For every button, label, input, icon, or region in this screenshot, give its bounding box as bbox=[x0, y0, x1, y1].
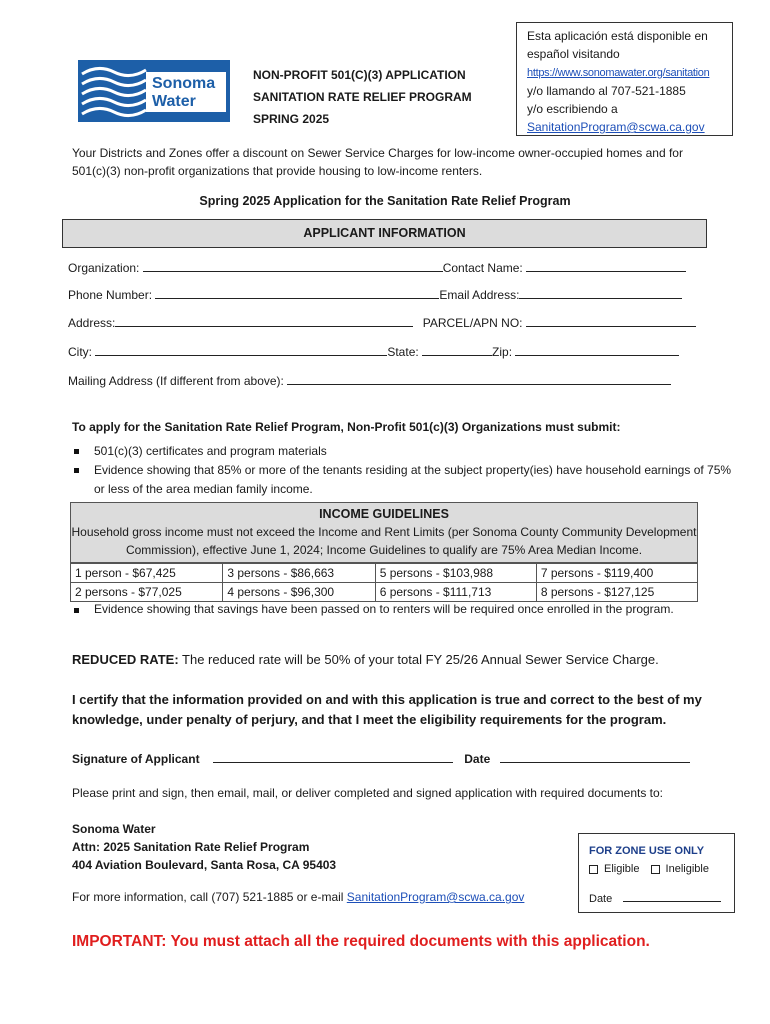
table-row bbox=[71, 583, 698, 602]
table-cell: 2 persons - $77,025 bbox=[71, 583, 223, 602]
table-row bbox=[71, 564, 698, 583]
address-field[interactable] bbox=[115, 314, 413, 327]
section-title: Spring 2025 Application for the Sanitation Rate Relief Program bbox=[199, 194, 571, 208]
ineligible-checkbox[interactable] bbox=[651, 865, 660, 874]
organization-row bbox=[68, 259, 686, 275]
income-table bbox=[70, 563, 698, 602]
organization-label: Organization: bbox=[68, 261, 140, 275]
savings-text: Evidence showing that savings have been passed on to renters will be required once enrolled in the program. bbox=[72, 602, 732, 616]
print-instructions: Please print and sign, then email, mail, or deliver completed and signed application with required documents to: bbox=[72, 786, 663, 800]
table-cell: 7 persons - $119,400 bbox=[536, 564, 697, 583]
signature-date-field[interactable] bbox=[500, 750, 690, 763]
table-cell: 8 persons - $127,125 bbox=[536, 583, 697, 602]
eligible-checkbox[interactable] bbox=[589, 865, 598, 874]
spanish-website-link[interactable]: https://www.sonomawater.org/sanitation bbox=[527, 67, 710, 79]
zone-heading: FOR ZONE USE ONLY bbox=[589, 845, 705, 857]
table-cell: 3 persons - $86,663 bbox=[223, 564, 375, 583]
zone-use-box bbox=[578, 833, 735, 913]
address-label: Address: bbox=[68, 316, 116, 330]
logo-line1: Sonoma bbox=[152, 75, 216, 92]
city-row bbox=[68, 343, 679, 359]
mailing-address-block bbox=[72, 820, 336, 874]
spanish-line3: y/o llamando al 707-521-1885 bbox=[527, 84, 686, 98]
zone-date-label: Date bbox=[589, 893, 613, 905]
mailing-row bbox=[68, 372, 671, 388]
contact-name-label: Contact Name: bbox=[442, 261, 523, 275]
organization-field[interactable] bbox=[143, 259, 443, 272]
certification-statement: I certify that the information provided on and with this application is true and correct to the best of my knowledge, under penalty of perjury, and that I meet the eligibility requirements for the program. bbox=[72, 692, 702, 727]
zip-field[interactable] bbox=[515, 343, 679, 356]
reduced-rate-label: REDUCED RATE: bbox=[72, 652, 179, 667]
address-line2: Attn: 2025 Sanitation Rate Relief Program bbox=[72, 840, 310, 854]
savings-bullet bbox=[72, 602, 732, 616]
email-label: Email Address: bbox=[439, 288, 520, 302]
signature-row bbox=[72, 750, 690, 766]
table-cell: 1 person - $67,425 bbox=[71, 564, 223, 583]
mailing-field[interactable] bbox=[287, 372, 671, 385]
address-line1: Sonoma Water bbox=[72, 822, 156, 836]
income-description: Household gross income must not exceed the Income and Rent Limits (per Sonoma County Community Development Commission), effective June 1, 2024; Income Guidelines to qualify are 75% Area Median Income. bbox=[71, 525, 697, 557]
table-cell: 4 persons - $96,300 bbox=[223, 583, 375, 602]
more-info-text: For more information, call (707) 521-1885 or e-mail bbox=[72, 890, 344, 904]
requirements-list bbox=[72, 442, 732, 499]
city-field[interactable] bbox=[95, 343, 387, 356]
email-field[interactable] bbox=[519, 286, 682, 299]
zip-label: Zip: bbox=[492, 345, 513, 359]
applicant-info-header: APPLICANT INFORMATION bbox=[62, 219, 707, 248]
document-title bbox=[253, 64, 472, 130]
zone-date-field[interactable] bbox=[623, 891, 721, 902]
contact-name-field[interactable] bbox=[526, 259, 686, 272]
table-cell: 5 persons - $103,988 bbox=[375, 564, 536, 583]
address-line3: 404 Aviation Boulevard, Santa Rosa, CA 95403 bbox=[72, 858, 337, 872]
requirement-item: 501(c)(3) certificates and program materials bbox=[72, 442, 732, 461]
phone-field[interactable] bbox=[155, 286, 439, 299]
spanish-line1: Esta aplicación está disponible en bbox=[527, 29, 708, 43]
city-label: City: bbox=[68, 345, 92, 359]
intro-text: Your Districts and Zones offer a discount on Sewer Service Charges for low-income owner-occupied homes and for 501(c)(3) non-profit organizations that provide housing to low-income renters. bbox=[72, 146, 683, 178]
mailing-label: Mailing Address (If different from above): bbox=[68, 374, 284, 388]
reduced-rate-text: The reduced rate will be 50% of your total FY 25/26 Annual Sewer Service Charge. bbox=[182, 652, 659, 667]
logo-line2: Water bbox=[152, 93, 196, 110]
spanish-line2: español visitando bbox=[527, 47, 620, 61]
income-guidelines-box bbox=[70, 502, 698, 563]
parcel-label: PARCEL/APN NO: bbox=[422, 316, 523, 330]
title-line2: SANITATION RATE RELIEF PROGRAM bbox=[253, 90, 472, 104]
phone-row bbox=[68, 286, 682, 302]
state-field[interactable] bbox=[422, 343, 492, 356]
signature-label: Signature of Applicant bbox=[72, 752, 200, 766]
title-line3: SPRING 2025 bbox=[253, 112, 330, 126]
ineligible-label: Ineligible bbox=[665, 863, 709, 875]
phone-label: Phone Number: bbox=[68, 288, 153, 302]
spanish-email-link[interactable]: SanitationProgram@scwa.ca.gov bbox=[527, 120, 705, 134]
eligible-label: Eligible bbox=[604, 863, 640, 875]
signature-date-label: Date bbox=[464, 752, 491, 766]
spanish-line4: y/o escribiendo a bbox=[527, 102, 618, 116]
spanish-notice-box bbox=[516, 22, 733, 136]
table-cell: 6 persons - $111,713 bbox=[375, 583, 536, 602]
important-notice: IMPORTANT: You must attach all the required documents with this application. bbox=[72, 933, 650, 950]
reduced-rate bbox=[72, 652, 659, 667]
address-row bbox=[68, 314, 696, 330]
sonoma-water-logo bbox=[78, 60, 230, 122]
income-heading: INCOME GUIDELINES bbox=[319, 507, 449, 521]
logo-wordmark bbox=[146, 72, 226, 112]
more-info bbox=[72, 890, 524, 904]
parcel-field[interactable] bbox=[526, 314, 696, 327]
signature-field[interactable] bbox=[213, 750, 453, 763]
title-line1: NON-PROFIT 501(C)(3) APPLICATION bbox=[253, 68, 466, 82]
requirement-item: Evidence showing that 85% or more of the tenants residing at the subject property(ies) have household earnings of 75% or less of the area median family income. bbox=[72, 461, 732, 499]
more-info-email-link[interactable]: SanitationProgram@scwa.ca.gov bbox=[346, 890, 525, 904]
requirements-heading: To apply for the Sanitation Rate Relief Program, Non-Profit 501(c)(3) Organizations must submit: bbox=[72, 420, 621, 434]
water-wave-logo-icon bbox=[78, 60, 148, 122]
state-label: State: bbox=[387, 345, 419, 359]
